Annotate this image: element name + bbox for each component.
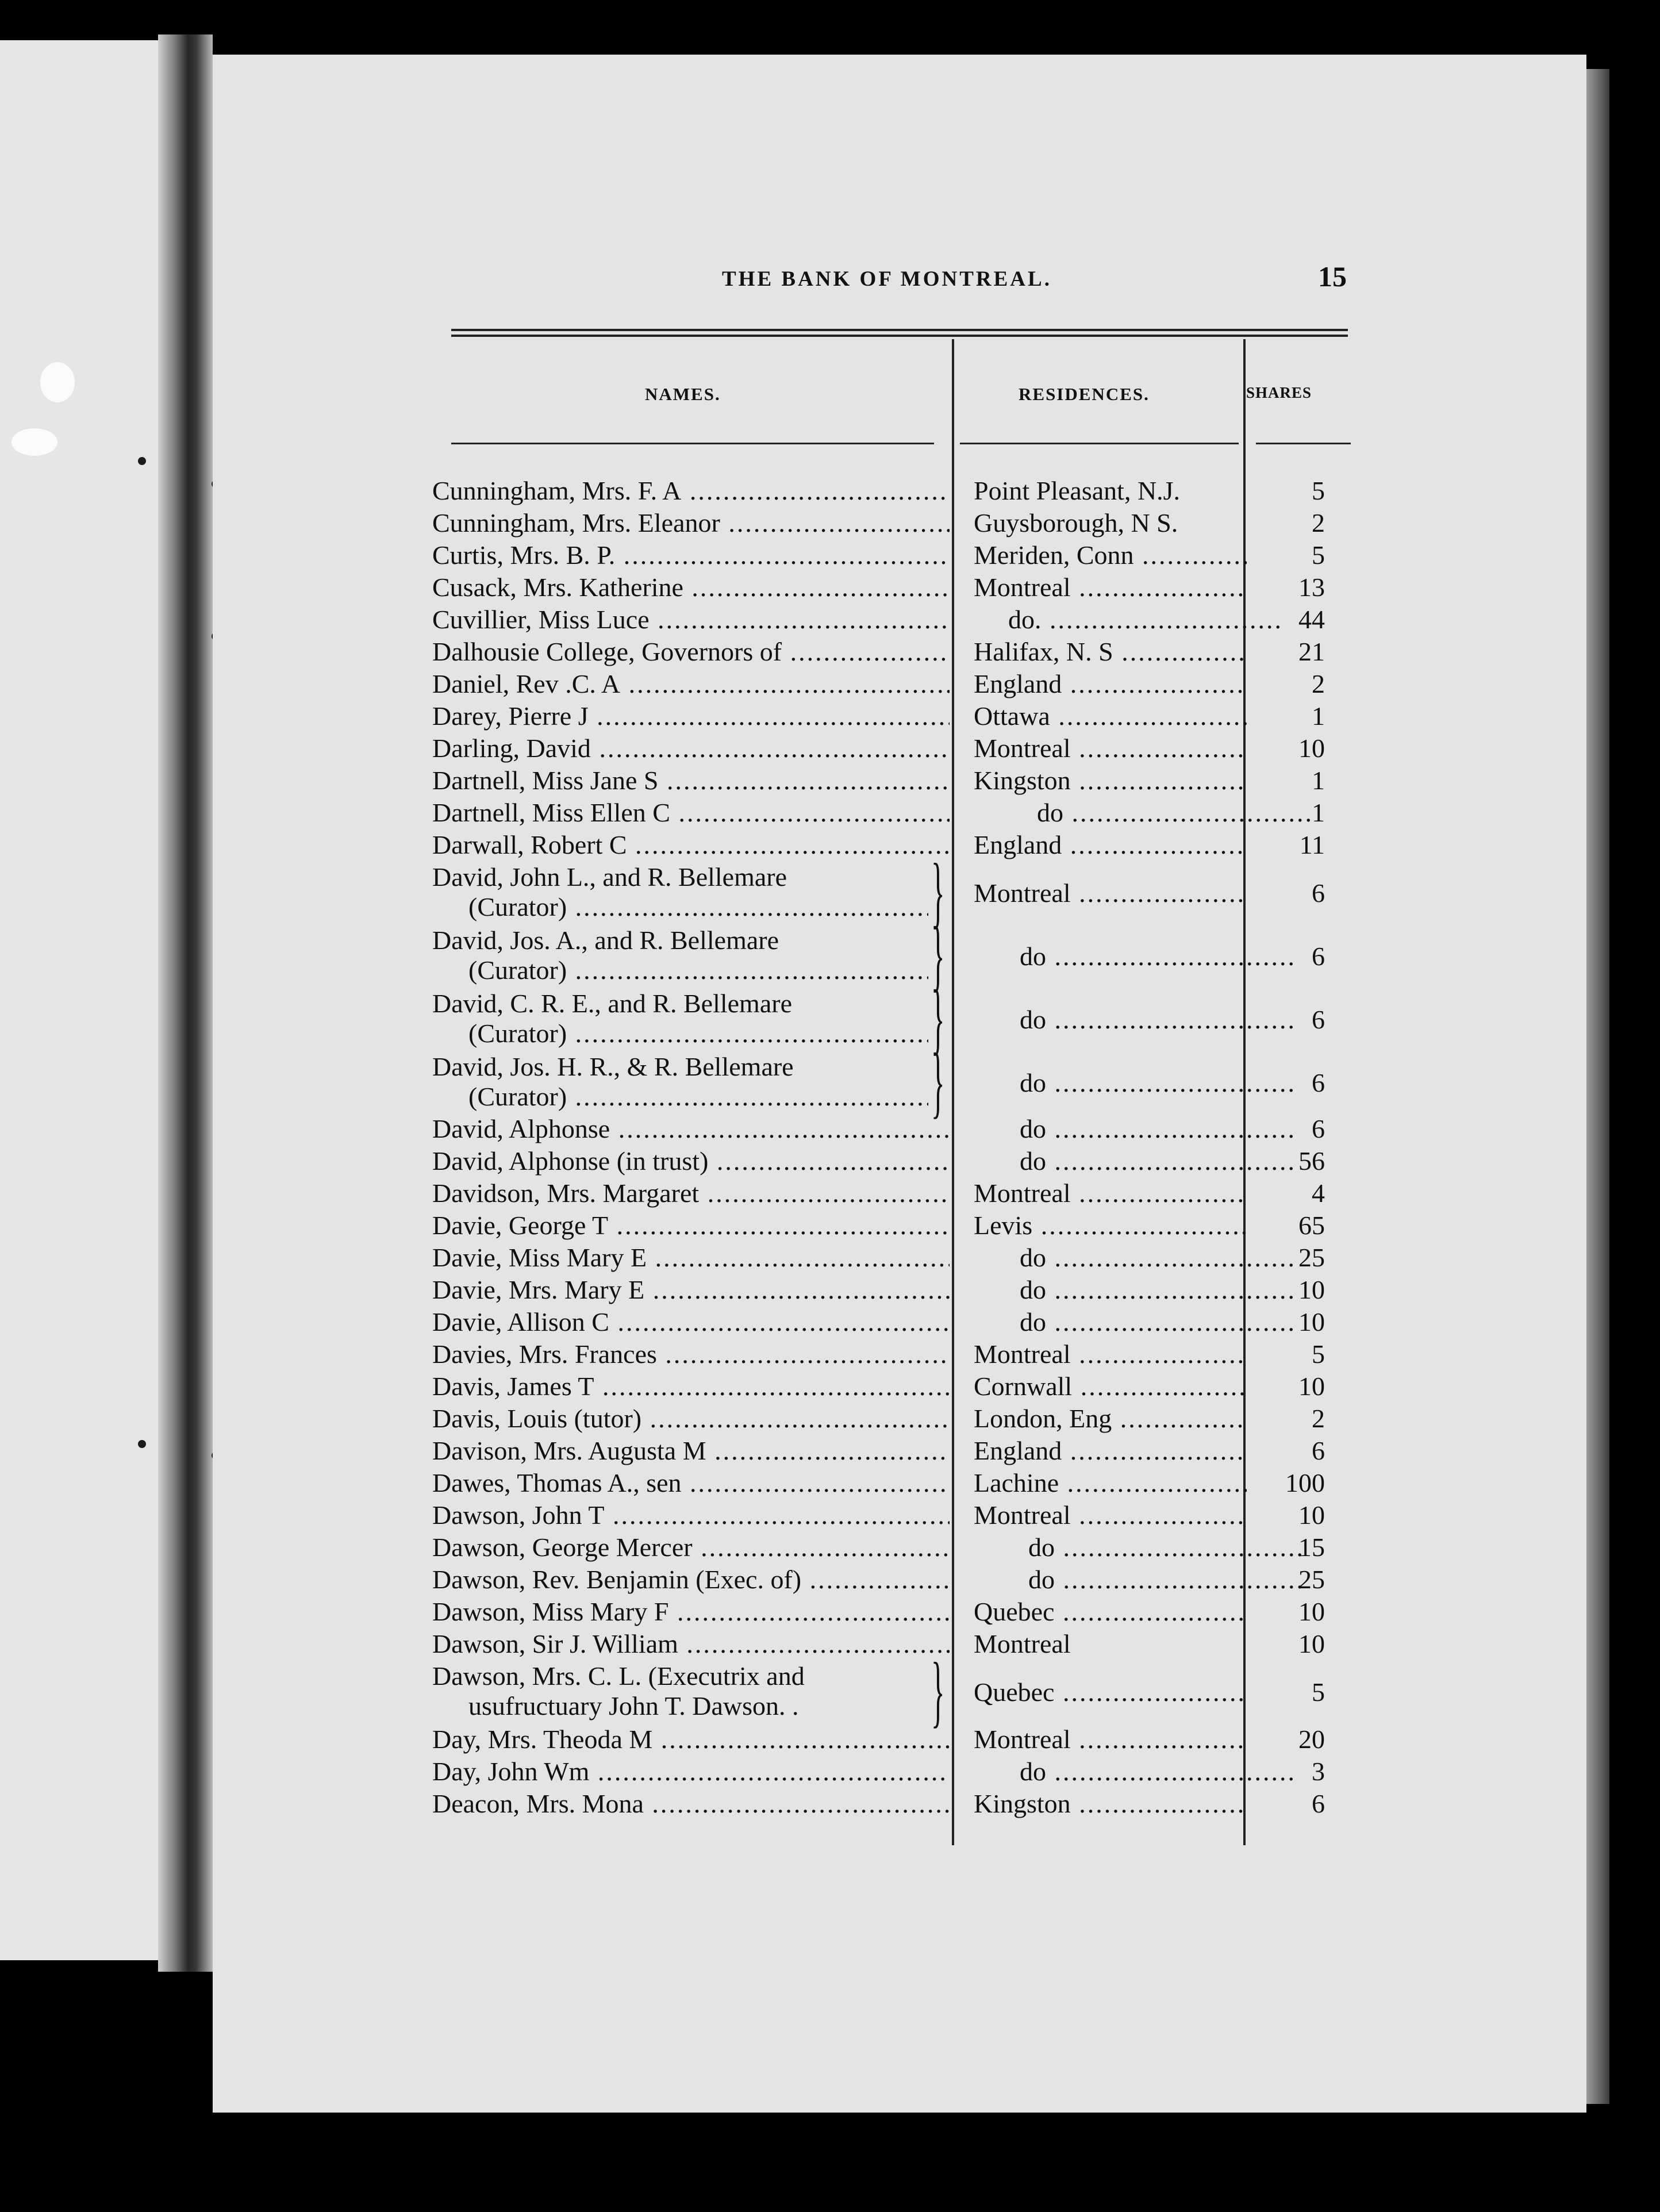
shareholder-residence: do ..... bbox=[974, 1564, 1301, 1596]
shareholder-name: Davie, George T ..... bbox=[432, 1209, 950, 1242]
shareholder-name: David, Jos. A., and R. Bellemare bbox=[432, 925, 779, 955]
table-row bbox=[0, 475, 1660, 507]
shareholder-residence: do ..... bbox=[974, 940, 1293, 973]
shareholder-residence: do ..... bbox=[974, 1067, 1293, 1099]
shareholder-residence: do ..... bbox=[974, 1242, 1293, 1274]
shareholder-shares: 4 bbox=[1312, 1178, 1325, 1208]
shareholder-residence: do ..... bbox=[974, 1113, 1293, 1145]
shareholder-name: Dartnell, Miss Jane S ..... bbox=[432, 765, 950, 797]
shareholder-name: Dawes, Thomas A., sen ..... bbox=[432, 1467, 950, 1499]
shareholder-shares: 21 bbox=[1298, 637, 1325, 666]
table-row bbox=[0, 1499, 1660, 1531]
shareholder-residence: Quebec ..... bbox=[974, 1596, 1247, 1628]
shareholder-residence: Quebec ..... bbox=[974, 1676, 1247, 1708]
bracket-glyph: } bbox=[931, 847, 945, 936]
table-row bbox=[0, 1788, 1660, 1820]
shareholder-shares: 2 bbox=[1312, 1404, 1325, 1433]
shareholder-shares: 6 bbox=[1312, 878, 1325, 908]
shareholder-residence: Montreal ..... bbox=[974, 1499, 1247, 1531]
shareholder-residence: do ..... bbox=[974, 1004, 1293, 1036]
shareholder-residence: do ..... bbox=[974, 797, 1310, 829]
shareholder-name: Darey, Pierre J ..... bbox=[432, 700, 950, 732]
shareholder-name: Darwall, Robert C ..... bbox=[432, 829, 950, 861]
bracket-glyph: } bbox=[931, 1037, 945, 1126]
shareholder-name: Darling, David ..... bbox=[432, 732, 950, 765]
table-row bbox=[0, 765, 1660, 797]
shareholder-shares: 6 bbox=[1312, 1068, 1325, 1097]
shareholder-name: David, John L., and R. Bellemare bbox=[432, 862, 787, 892]
shareholder-shares: 6 bbox=[1312, 942, 1325, 971]
table-row bbox=[0, 1113, 1660, 1145]
shareholder-shares: 10 bbox=[1298, 1372, 1325, 1401]
table-row bbox=[0, 1628, 1660, 1660]
shareholder-shares: 25 bbox=[1298, 1565, 1325, 1594]
table-row bbox=[0, 507, 1660, 539]
shareholder-name-continued: (Curator) ..... bbox=[468, 1081, 928, 1113]
shareholder-shares: 10 bbox=[1298, 734, 1325, 763]
table-row bbox=[0, 1274, 1660, 1306]
shareholder-shares: 1 bbox=[1312, 701, 1325, 731]
shareholder-residence: Point Pleasant, N.J. bbox=[974, 476, 1181, 505]
shareholder-shares: 10 bbox=[1298, 1275, 1325, 1304]
shareholder-shares: 2 bbox=[1312, 508, 1325, 537]
table-row bbox=[0, 1756, 1660, 1788]
header-rule bbox=[451, 329, 1348, 331]
shareholder-shares: 100 bbox=[1285, 1468, 1325, 1497]
shareholder-residence: London, Eng ..... bbox=[974, 1403, 1247, 1435]
shareholder-residence: Kingston ..... bbox=[974, 1788, 1247, 1820]
shareholder-residence: Montreal ..... bbox=[974, 1338, 1247, 1370]
column-header-names: NAMES. bbox=[645, 384, 721, 404]
shareholder-name: Dawson, George Mercer ..... bbox=[432, 1531, 950, 1564]
shareholder-name-continued: (Curator) ..... bbox=[468, 954, 928, 986]
table-row-bracketed bbox=[0, 1646, 1660, 1735]
shareholder-shares: 20 bbox=[1298, 1725, 1325, 1754]
shareholder-residence: England ..... bbox=[974, 1435, 1247, 1467]
shareholder-shares: 5 bbox=[1312, 1339, 1325, 1369]
shareholder-shares: 5 bbox=[1312, 476, 1325, 505]
bracket-glyph: } bbox=[931, 1646, 945, 1735]
shareholder-residence: Levis ..... bbox=[974, 1209, 1247, 1242]
shareholder-name: Day, Mrs. Theoda M ..... bbox=[432, 1723, 950, 1756]
shareholder-name: Cusack, Mrs. Katherine ..... bbox=[432, 571, 950, 604]
column-header-residences: RESIDENCES. bbox=[1019, 384, 1150, 404]
shareholder-residence: do ..... bbox=[974, 1531, 1301, 1564]
table-row bbox=[0, 797, 1660, 829]
shareholder-residence: Montreal ..... bbox=[974, 732, 1247, 765]
table-row bbox=[0, 1596, 1660, 1628]
table-row-bracketed bbox=[0, 911, 1660, 1000]
column-header-rule bbox=[451, 443, 934, 444]
shareholder-residence: Cornwall ..... bbox=[974, 1370, 1247, 1403]
shareholder-name: Dawson, Rev. Benjamin (Exec. of) ..... bbox=[432, 1564, 950, 1596]
paper-blemish bbox=[11, 428, 57, 456]
bracket-glyph: } bbox=[931, 974, 945, 1063]
shareholder-name: David, C. R. E., and R. Bellemare bbox=[432, 989, 792, 1018]
table-row bbox=[0, 1177, 1660, 1209]
shareholder-name: Curtis, Mrs. B. P. ..... bbox=[432, 539, 950, 571]
table-row bbox=[0, 571, 1660, 604]
shareholder-name: Dawson, Miss Mary F ..... bbox=[432, 1596, 950, 1628]
shareholder-name-continued: usufructuary John T. Dawson. . bbox=[468, 1691, 799, 1721]
shareholder-residence: Guysborough, N S. bbox=[974, 508, 1178, 537]
shareholder-residence: Montreal ..... bbox=[974, 1723, 1247, 1756]
binding-hole bbox=[138, 457, 146, 465]
table-row bbox=[0, 1306, 1660, 1338]
table-row bbox=[0, 1435, 1660, 1467]
shareholder-name: Dartnell, Miss Ellen C ..... bbox=[432, 797, 950, 829]
shareholder-name: Day, John Wm ..... bbox=[432, 1756, 950, 1788]
shareholder-name-continued: (Curator) ..... bbox=[468, 1017, 928, 1050]
shareholder-residence: England ..... bbox=[974, 668, 1247, 700]
shareholder-shares: 15 bbox=[1298, 1533, 1325, 1562]
shareholder-shares: 6 bbox=[1312, 1436, 1325, 1465]
shareholder-name: Davison, Mrs. Augusta M ..... bbox=[432, 1435, 950, 1467]
shareholder-shares: 10 bbox=[1298, 1597, 1325, 1626]
table-row bbox=[0, 636, 1660, 668]
shareholder-shares: 10 bbox=[1298, 1500, 1325, 1530]
shareholder-shares: 10 bbox=[1298, 1307, 1325, 1337]
shareholder-name: Deacon, Mrs. Mona ..... bbox=[432, 1788, 950, 1820]
shareholder-shares: 11 bbox=[1299, 830, 1325, 859]
shareholder-shares: 3 bbox=[1312, 1757, 1325, 1786]
shareholder-shares: 1 bbox=[1312, 766, 1325, 795]
shareholder-name: Davie, Allison C ..... bbox=[432, 1306, 950, 1338]
shareholder-residence: England ..... bbox=[974, 829, 1247, 861]
column-header-rule bbox=[960, 443, 1239, 444]
table-row bbox=[0, 829, 1660, 861]
table-row bbox=[0, 1209, 1660, 1242]
table-row bbox=[0, 1242, 1660, 1274]
shareholder-shares: 25 bbox=[1298, 1243, 1325, 1272]
shareholder-name: Dalhousie College, Governors of ..... bbox=[432, 636, 950, 668]
shareholder-residence: Lachine ..... bbox=[974, 1467, 1247, 1499]
table-row bbox=[0, 1531, 1660, 1564]
shareholder-shares: 5 bbox=[1312, 1677, 1325, 1707]
shareholder-shares: 5 bbox=[1312, 540, 1325, 570]
shareholder-name: Davis, Louis (tutor) ..... bbox=[432, 1403, 950, 1435]
shareholder-shares: 65 bbox=[1298, 1211, 1325, 1240]
shareholder-shares: 44 bbox=[1298, 605, 1325, 634]
table-row bbox=[0, 668, 1660, 700]
table-row bbox=[0, 1723, 1660, 1756]
table-row-bracketed bbox=[0, 1037, 1660, 1126]
column-header-shares: SHARES bbox=[1246, 384, 1312, 401]
shareholder-residence: Meriden, Conn ..... bbox=[974, 539, 1247, 571]
shareholder-residence: Ottawa ..... bbox=[974, 700, 1247, 732]
shareholder-name: Davies, Mrs. Frances ..... bbox=[432, 1338, 950, 1370]
table-row bbox=[0, 732, 1660, 765]
shareholder-name: Dawson, John T ..... bbox=[432, 1499, 950, 1531]
shareholder-residence: Kingston ..... bbox=[974, 765, 1247, 797]
table-row bbox=[0, 700, 1660, 732]
shareholder-name-continued: (Curator) ..... bbox=[468, 891, 928, 923]
header-rule bbox=[451, 335, 1348, 337]
shareholder-name: Davie, Miss Mary E ..... bbox=[432, 1242, 950, 1274]
shareholder-residence: do ..... bbox=[974, 1274, 1293, 1306]
shareholder-residence: Halifax, N. S ..... bbox=[974, 636, 1247, 668]
shareholder-residence: do ..... bbox=[974, 1145, 1293, 1177]
shareholder-shares: 10 bbox=[1298, 1629, 1325, 1658]
table-row bbox=[0, 1370, 1660, 1403]
shareholder-residence: do ..... bbox=[974, 1756, 1293, 1788]
shareholder-name: David, Jos. H. R., & R. Bellemare bbox=[432, 1052, 794, 1081]
table-row bbox=[0, 604, 1660, 636]
table-row-bracketed bbox=[0, 974, 1660, 1063]
shareholder-name: Davis, James T ..... bbox=[432, 1370, 950, 1403]
running-title: THE BANK OF MONTREAL. bbox=[722, 267, 1052, 291]
table-row bbox=[0, 539, 1660, 571]
shareholder-name: Davie, Mrs. Mary E ..... bbox=[432, 1274, 950, 1306]
table-row bbox=[0, 1467, 1660, 1499]
table-row bbox=[0, 1145, 1660, 1177]
shareholder-shares: 6 bbox=[1312, 1789, 1325, 1818]
shareholder-shares: 13 bbox=[1298, 573, 1325, 602]
table-row bbox=[0, 1564, 1660, 1596]
shareholder-shares: 6 bbox=[1312, 1005, 1325, 1034]
shareholder-name: Cunningham, Mrs. Eleanor ..... bbox=[432, 507, 950, 539]
table-row-bracketed bbox=[0, 847, 1660, 936]
shareholder-residence: Montreal ..... bbox=[974, 1177, 1247, 1209]
shareholder-residence: do. ..... bbox=[974, 604, 1281, 636]
shareholder-residence: Montreal bbox=[974, 1629, 1071, 1658]
bracket-glyph: } bbox=[931, 911, 945, 1000]
table-row bbox=[0, 1338, 1660, 1370]
shareholder-shares: 1 bbox=[1312, 798, 1325, 827]
shareholder-name: Cuvillier, Miss Luce ..... bbox=[432, 604, 950, 636]
shareholder-shares: 56 bbox=[1298, 1146, 1325, 1176]
shareholder-name: Cunningham, Mrs. F. A ..... bbox=[432, 475, 950, 507]
paper-blemish bbox=[40, 362, 75, 402]
shareholder-shares: 2 bbox=[1312, 669, 1325, 698]
table-row bbox=[0, 1403, 1660, 1435]
column-header-rule bbox=[1256, 443, 1351, 444]
shareholder-name: Dawson, Sir J. William ..... bbox=[432, 1628, 950, 1660]
shareholder-residence: Montreal ..... bbox=[974, 571, 1247, 604]
page-number: 15 bbox=[1318, 260, 1347, 293]
shareholder-name: Daniel, Rev .C. A ..... bbox=[432, 668, 950, 700]
shareholder-name: Davidson, Mrs. Margaret ..... bbox=[432, 1177, 950, 1209]
shareholder-residence: Montreal ..... bbox=[974, 877, 1247, 909]
shareholder-name: Dawson, Mrs. C. L. (Executrix and bbox=[432, 1661, 805, 1691]
shareholder-residence: do ..... bbox=[974, 1306, 1293, 1338]
shareholder-name: David, Alphonse ..... bbox=[432, 1113, 950, 1145]
shareholder-name: David, Alphonse (in trust) ..... bbox=[432, 1145, 950, 1177]
shareholder-shares: 6 bbox=[1312, 1114, 1325, 1143]
